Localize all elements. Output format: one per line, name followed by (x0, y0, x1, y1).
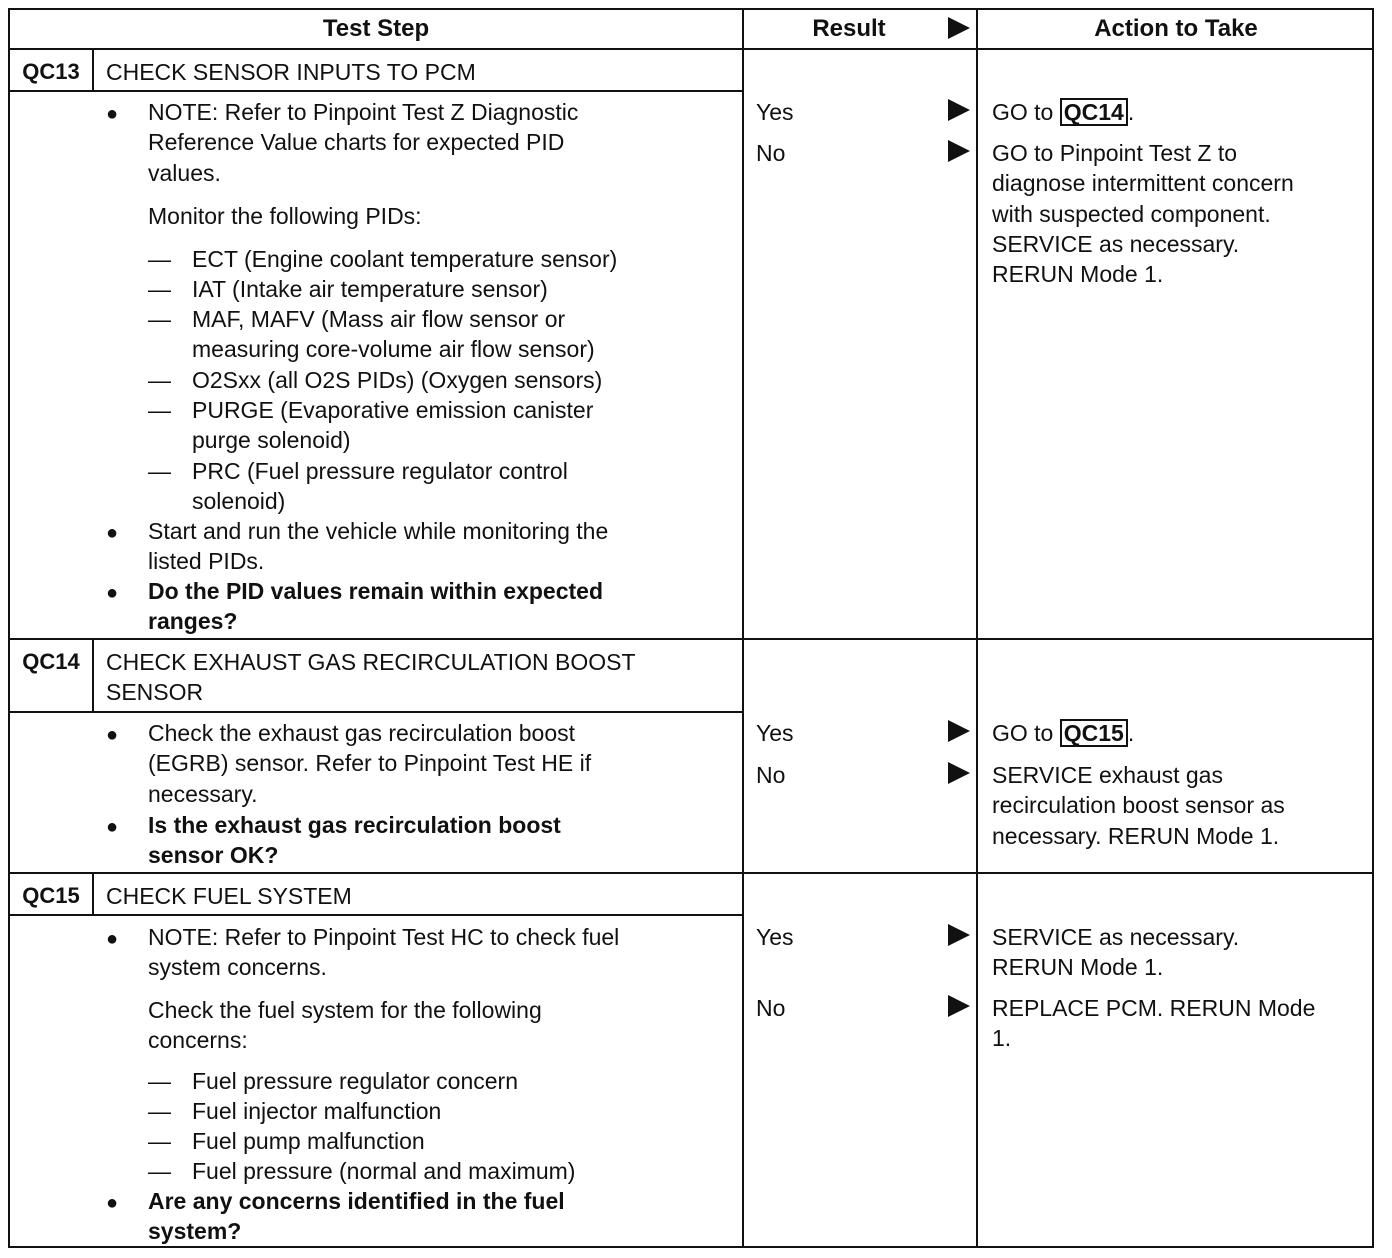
qc14-check: Check the exhaust gas recirculation boost (EGRB) sensor. Refer to Pinpoint Test HE if necessary. (148, 720, 592, 807)
qc15-result-no: No (756, 995, 786, 1021)
qc14-action-no: SERVICE exhaust gas recirculation boost sensor as necessary. RERUN Mode 1. (992, 762, 1285, 849)
qc15-note: NOTE: Refer to Pinpoint Test HC to check fuel system concerns. (148, 924, 620, 981)
dash-icon: — (148, 306, 171, 332)
arrow-icon (948, 995, 970, 1017)
column-divider-result (742, 10, 744, 1246)
qc14-goto-link[interactable]: QC15 (1060, 719, 1128, 747)
header-action: Action to Take (1094, 15, 1258, 42)
qc15-action-no: REPLACE PCM. RERUN Mode 1. (992, 995, 1316, 1052)
arrow-icon (948, 140, 970, 162)
dash-icon: — (148, 1068, 171, 1094)
dash-icon: — (148, 1158, 171, 1184)
qc15-code: QC15 (22, 883, 80, 908)
arrow-icon (948, 762, 970, 784)
bullet-icon: ● (106, 816, 119, 838)
dash-icon: — (148, 1098, 171, 1124)
qc14-result-yes: Yes (756, 720, 794, 746)
qc14-result-no: No (756, 762, 786, 788)
dash-icon: — (148, 397, 171, 423)
dash-icon: — (148, 458, 171, 484)
qc13-body: ● NOTE: Refer to Pinpoint Test Z Diagnostic Reference Value charts for expected PID values. Monitor the following PIDs: — ECT (Engine coolant temperature sensor) — IAT (Intake air temperature sensor) — MAF, MAFV (Mass air flow sensor or measuring core-volume air flow sensor) — O2Sxx (all O2S PIDs) (Oxygen sensors) — PURGE (Evaporative emission canister purge solenoid) — PRC (Fuel pressure regulator control solenoid) ● Start and run the vehicle while monitoring the listed PIDs. ● Do the PID values remain within expected ranges? (10, 97, 742, 647)
qc15-body: ● NOTE: Refer to Pinpoint Test HC to check fuel system concerns. Check the fuel system for the following concerns: — Fuel pressure regulator concern — Fuel injector malfunction — Fuel pump malfunction — Fuel pressure (normal and maximum) ● Are any concerns identified in the fuel system? (10, 922, 742, 1242)
qc15-code-divider (92, 874, 94, 914)
bullet-icon: ● (106, 928, 119, 950)
qc13-result-no: No (756, 140, 786, 166)
header-test-step: Test Step (322, 15, 430, 42)
qc15-action-yes: SERVICE as necessary. RERUN Mode 1. (992, 924, 1240, 981)
qc13-code: QC13 (22, 59, 80, 84)
qc15-question: Are any concerns identified in the fuel system? (148, 1188, 565, 1245)
qc14-title: CHECK EXHAUST GAS RECIRCULATION BOOST SENSOR (106, 649, 636, 705)
arrow-icon (948, 720, 970, 742)
qc13-code-divider (92, 50, 94, 90)
arrow-icon (948, 924, 970, 946)
qc13-start: Start and run the vehicle while monitoring the listed PIDs. (148, 518, 609, 575)
qc14-question: Is the exhaust gas recirculation boost sensor OK? (148, 812, 561, 869)
qc14-action-yes: GO to QC15 . (992, 720, 1135, 746)
header-arrow-icon (948, 17, 970, 39)
dash-icon: — (148, 246, 171, 272)
dash-icon: — (148, 1128, 171, 1154)
qc13-question: Do the PID values remain within expected ranges? (148, 578, 604, 635)
qc13-result-yes: Yes (756, 99, 794, 125)
bullet-icon: ● (106, 582, 119, 604)
qc13-action-no: GO to Pinpoint Test Z to diagnose intermittent concern with suspected component. SERVICE as necessary. RERUN Mode 1. (992, 140, 1294, 288)
qc14-body (10, 718, 742, 878)
qc13-action-yes: GO to QC14 . (992, 99, 1135, 125)
qc15-result-yes: Yes (756, 924, 794, 950)
header-result: Result (812, 15, 886, 42)
bullet-icon: ● (106, 1192, 119, 1214)
bullet-icon: ● (106, 522, 119, 544)
column-divider-action (976, 10, 978, 1246)
qc13-monitor: Monitor the following PIDs: (148, 203, 422, 229)
qc13-note: NOTE: Refer to Pinpoint Test Z Diagnostic Reference Value charts for expected PID values. (148, 99, 579, 186)
qc15-check: Check the fuel system for the following concerns: (148, 997, 542, 1054)
qc15-title: CHECK FUEL SYSTEM (106, 883, 352, 909)
dash-icon: — (148, 276, 171, 302)
bullet-icon: ● (106, 103, 119, 125)
qc13-goto-link[interactable]: QC14 (1060, 98, 1128, 126)
qc14-code-divider (92, 640, 94, 711)
arrow-icon (948, 99, 970, 121)
qc13-title: CHECK SENSOR INPUTS TO PCM (106, 59, 476, 85)
qc14-code: QC14 (22, 649, 80, 674)
dash-icon: — (148, 367, 171, 393)
diagnostic-table (8, 8, 1374, 1248)
bullet-icon: ● (106, 724, 119, 746)
